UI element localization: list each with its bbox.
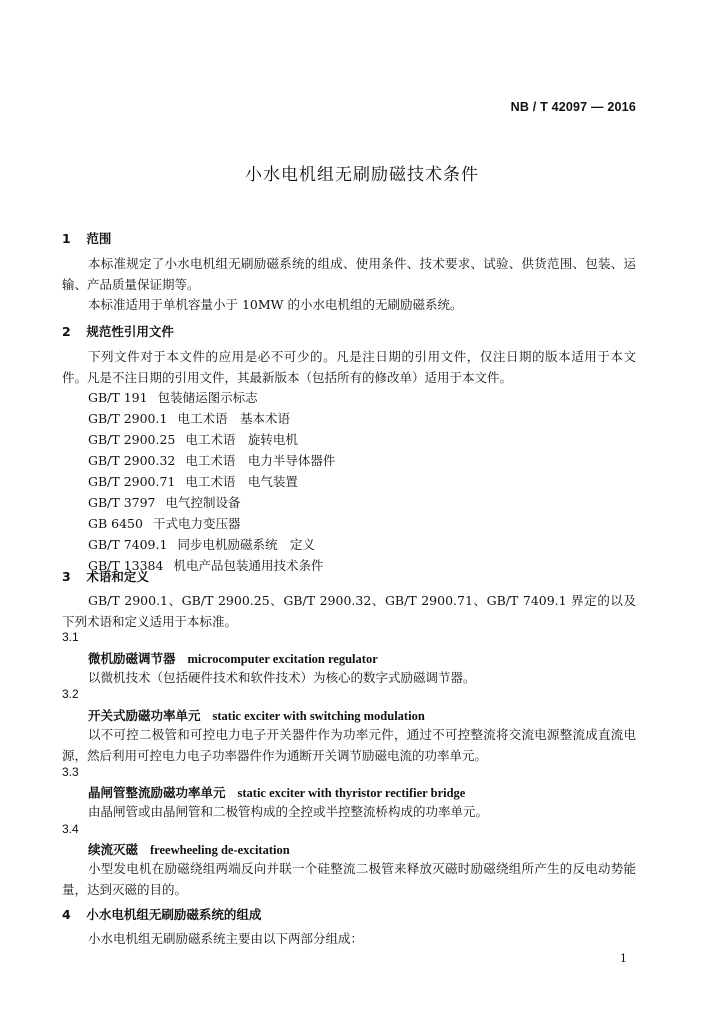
reference-item [88, 451, 335, 469]
reference-code: GB/T 2900.71 [88, 474, 176, 489]
term-english: static exciter with switching modulation [212, 709, 425, 723]
section-title: 小水电机组无刷励磁系统的组成 [86, 907, 262, 922]
reference-item [88, 472, 298, 490]
section-1-paragraph-2: 本标准适用于单机容量小于 10MW 的小水电机组的无刷励磁系统。 [88, 297, 463, 312]
section-4-heading [62, 905, 261, 923]
reference-name: 电工术语 旋转电机 [185, 432, 298, 447]
reference-code: GB/T 2900.25 [88, 432, 176, 447]
page-number: 1 [620, 952, 627, 965]
reference-name: 电工术语 电力半导体器件 [185, 453, 336, 468]
section-1-paragraph-1: 本标准规定了小水电机组无刷励磁系统的组成、使用条件、技术要求、试验、供货范围、包装、运输、产品质量保证期等。 [62, 256, 636, 292]
reference-code: GB/T 2900.32 [88, 453, 176, 468]
reference-name: 电工术语 基本术语 [177, 411, 290, 426]
reference-name: 同步电机励磁系统 定义 [177, 537, 315, 552]
reference-item [88, 514, 240, 532]
section-3-intro: GB/T 2900.1、GB/T 2900.25、GB/T 2900.32、GB/T 2900.71、GB/T 7409.1 界定的以及下列术语和定义适用于本标准。 [62, 593, 636, 629]
standard-number-header: NB / T 42097 — 2016 [510, 100, 636, 114]
section-number: 1 [62, 231, 71, 246]
term-heading [88, 783, 465, 801]
reference-name: 包装储运图示标志 [157, 390, 258, 405]
reference-item [88, 535, 315, 553]
section-title: 规范性引用文件 [86, 324, 174, 339]
reference-code: GB/T 3797 [88, 495, 156, 510]
reference-name: 电工术语 电气装置 [185, 474, 298, 489]
term-number: 3.1 [62, 630, 79, 644]
reference-code: GB/T 13384 [88, 558, 164, 573]
reference-code: GB/T 7409.1 [88, 537, 168, 552]
term-english: freewheeling de-excitation [150, 843, 290, 857]
term-chinese: 续流灭磁 [88, 842, 139, 857]
section-2-intro: 下列文件对于本文件的应用是必不可少的。凡是注日期的引用文件，仅注日期的版本适用于本文件。凡是不注日期的引用文件，其最新版本（包括所有的修改单）适用于本文件。 [62, 349, 636, 385]
section-number: 4 [62, 907, 71, 922]
section-1-heading [62, 229, 111, 247]
term-chinese: 微机励磁调节器 [88, 651, 176, 666]
section-4-intro: 小水电机组无刷励磁系统主要由以下两部分组成： [88, 931, 364, 946]
section-2-heading [62, 322, 174, 340]
section-number: 2 [62, 324, 71, 339]
section-3-heading-text [62, 567, 149, 585]
reference-item [88, 409, 290, 427]
reference-name: 干式电力变压器 [152, 516, 241, 531]
reference-code: GB/T 191 [88, 390, 148, 405]
term-english: static exciter with thyristor rectifier bridge [237, 786, 466, 800]
term-definition: 以不可控二极管和可控电力电子开关器件作为功率元件，通过不可控整流将交流电源整流成直流电源，然后利用可控电力电子功率器件作为通断开关调节励磁电流的功率单元。 [62, 727, 636, 763]
reference-code: GB/T 2900.1 [88, 411, 168, 426]
term-english: microcomputer excitation regulator [187, 652, 378, 666]
reference-code: GB 6450 [88, 516, 143, 531]
reference-item [88, 493, 241, 511]
section-number: 3 [62, 569, 71, 584]
document-title: 小水电机组无刷励磁技术条件 [245, 165, 479, 185]
term-number: 3.2 [62, 687, 79, 701]
term-definition: 小型发电机在励磁绕组两端反向并联一个硅整流二极管来释放灭磁时励磁绕组所产生的反电动势能量，达到灭磁的目的。 [62, 861, 636, 897]
reference-name: 机电产品包装通用技术条件 [173, 558, 324, 573]
reference-name: 电气控制设备 [165, 495, 241, 510]
reference-item [88, 388, 258, 406]
term-definition: 由晶闸管或由晶闸管和二极管构成的全控或半控整流桥构成的功率单元。 [88, 804, 489, 819]
term-heading [88, 840, 290, 858]
reference-item [88, 430, 298, 448]
term-chinese: 开关式励磁功率单元 [88, 708, 201, 723]
term-definition: 以微机技术（包括硬件技术和软件技术）为核心的数字式励磁调节器。 [88, 670, 476, 685]
section-title: 术语和定义 [86, 569, 149, 584]
term-number: 3.3 [62, 765, 79, 779]
term-number: 3.4 [62, 822, 79, 836]
term-heading [88, 706, 425, 724]
term-heading [88, 649, 378, 667]
section-title: 范围 [86, 231, 112, 246]
term-chinese: 晶闸管整流励磁功率单元 [88, 785, 226, 800]
